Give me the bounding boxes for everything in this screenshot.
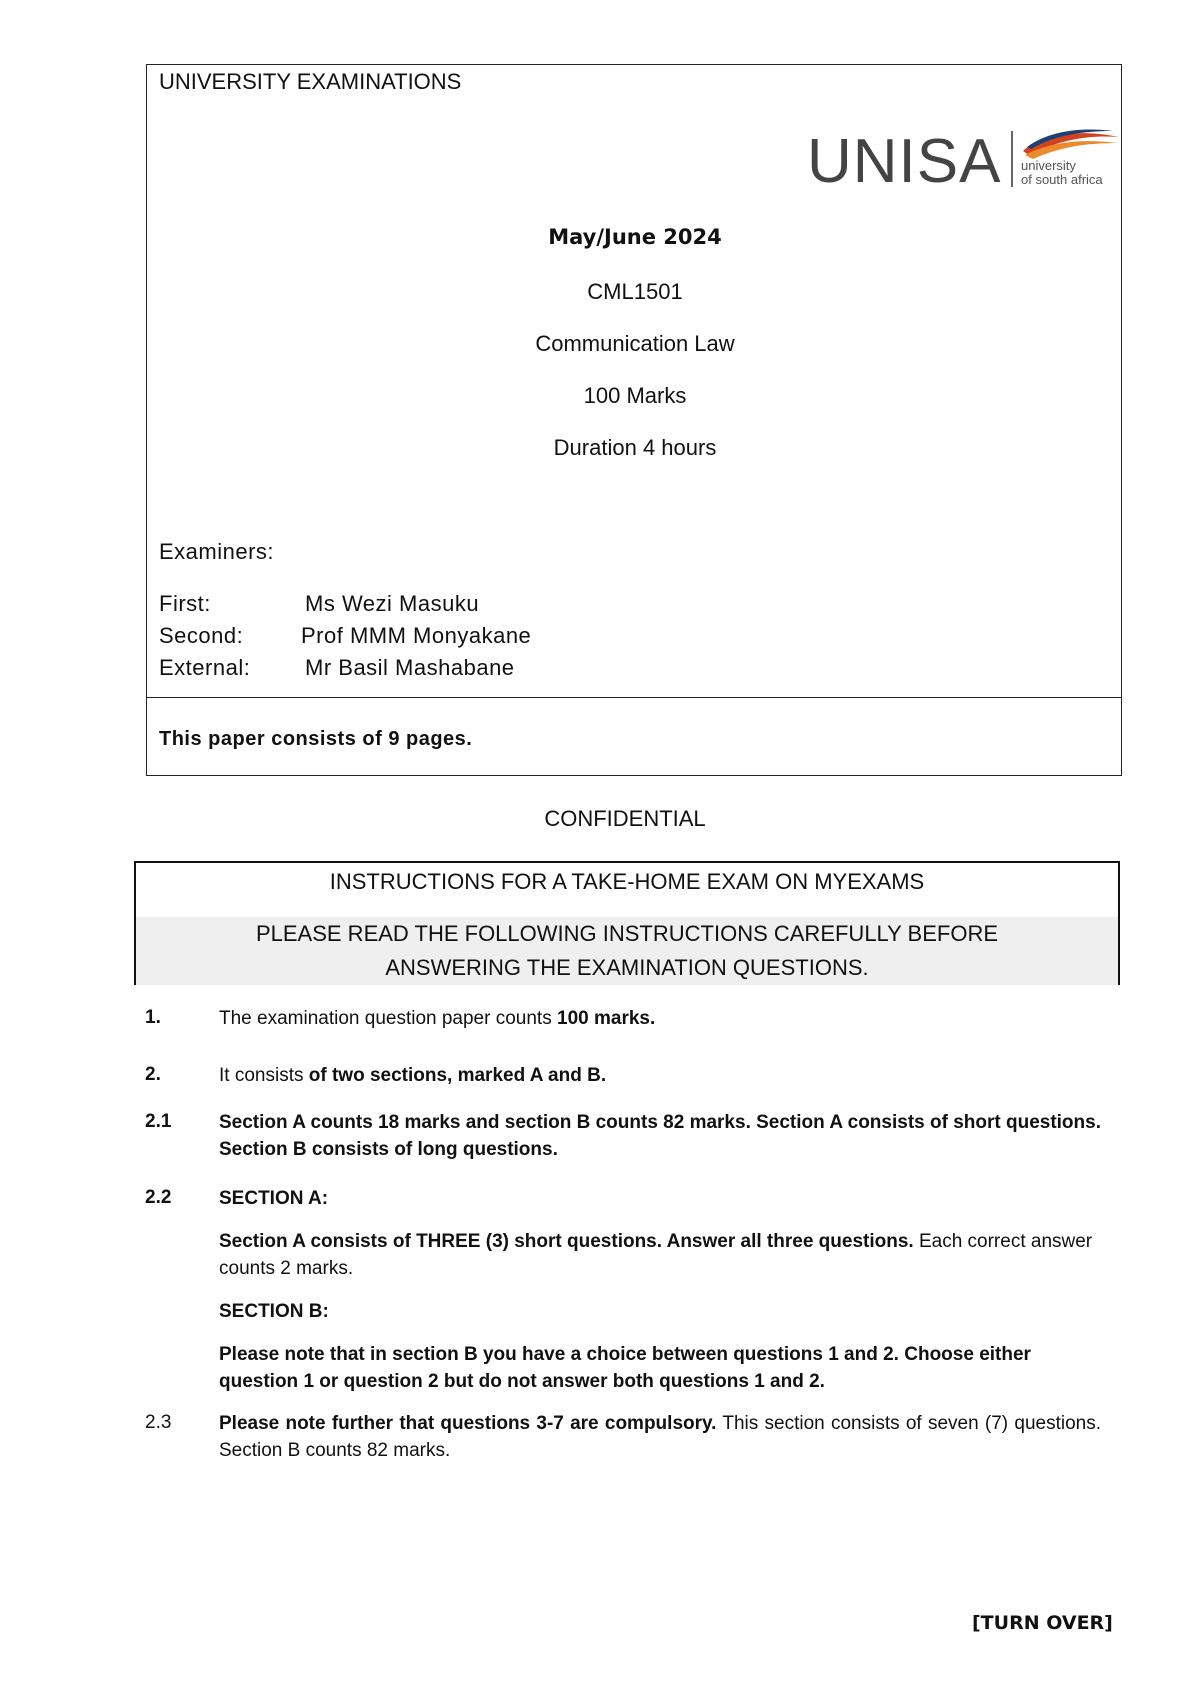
section-a-heading: SECTION A: xyxy=(219,1188,329,1209)
logo-subtitle: university of south africa xyxy=(1021,158,1103,187)
item-number: 2.2 xyxy=(145,1187,172,1208)
exam-heading: UNIVERSITY EXAMINATIONS xyxy=(159,69,462,94)
module-name: Communication Law xyxy=(535,331,735,356)
cover-divider xyxy=(147,697,1121,698)
item-2-1-text: Section A counts 18 marks and section B counts 82 marks. Section A consists of short questions. Section B consists of long questions. xyxy=(219,1112,1101,1160)
item-1-text: The examination question paper counts 100 marks. xyxy=(219,1008,656,1029)
total-marks: 100 Marks xyxy=(583,383,687,408)
section-a-text: Section A consists of THREE (3) short questions. Answer all three questions. Each correct answer counts 2 marks. xyxy=(219,1231,1093,1279)
confidential-label: CONFIDENTIAL xyxy=(544,806,706,831)
item-number: 1. xyxy=(145,1007,161,1028)
instructions-warning: PLEASE READ THE FOLLOWING INSTRUCTIONS CAREFULLY BEFORE ANSWERING THE EXAMINATION QUESTIONS. xyxy=(134,917,1120,985)
examiner-first: First: Ms Wezi Masuku xyxy=(159,591,480,616)
examiners-label: Examiners: xyxy=(159,539,275,564)
logo-wordmark: UNISA xyxy=(807,127,1002,196)
examiner-second: Second: Prof MMM Monyakane xyxy=(159,623,532,648)
item-2-3-text: Please note further that questions 3-7 are compulsory. This section consists of seven (7) questions. Section B counts 82 marks. xyxy=(219,1413,1102,1461)
unisa-logo xyxy=(807,129,1117,199)
examiner-external: External: Mr Basil Mashabane xyxy=(159,655,515,680)
item-number: 2.3 xyxy=(145,1412,172,1433)
page-count-note: This paper consists of 9 pages. xyxy=(159,728,473,750)
instructions-box xyxy=(134,861,1120,985)
section-b-heading: SECTION B: xyxy=(219,1301,329,1322)
item-number: 2. xyxy=(145,1064,161,1085)
section-b-text: Please note that in section B you have a choice between questions 1 and 2. Choose either question 1 or question 2 but do not answer both questions 1 and 2. xyxy=(219,1344,1031,1392)
logo-divider xyxy=(1011,131,1013,187)
item-2-text: It consists of two sections, marked A and B. xyxy=(219,1065,607,1086)
turn-over-label: [TURN OVER] xyxy=(972,1612,1113,1634)
logo-swoosh-icon xyxy=(1021,129,1121,159)
cover-box xyxy=(146,64,1122,776)
instructions-title: INSTRUCTIONS FOR A TAKE-HOME EXAM ON MYEXAMS xyxy=(134,861,1120,917)
exam-duration: Duration 4 hours xyxy=(553,435,717,460)
module-code: CML1501 xyxy=(587,279,683,304)
exam-date: May/June 2024 xyxy=(548,225,722,249)
item-number: 2.1 xyxy=(145,1111,172,1132)
